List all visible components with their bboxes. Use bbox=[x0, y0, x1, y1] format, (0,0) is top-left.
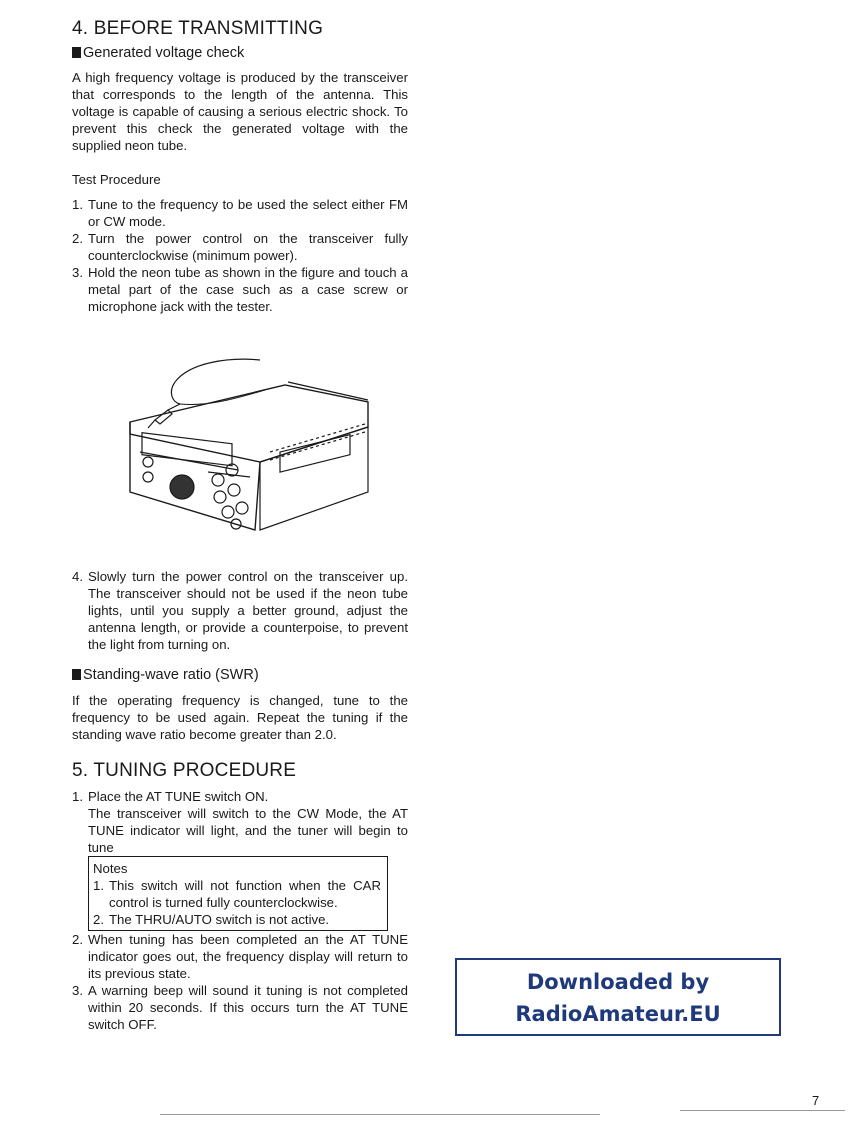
item-text: Turn the power control on the transceiver fully counterclockwise (minimum power). bbox=[88, 231, 408, 263]
test-procedure-list-cont bbox=[72, 568, 408, 653]
list-item bbox=[93, 877, 381, 911]
square-bullet-icon bbox=[72, 669, 81, 680]
item-text: This switch will not function when the CAR control is turned fully counterclockwise. bbox=[109, 878, 381, 910]
item-text: Hold the neon tube as shown in the figure and touch a metal part of the case such as a case screw or microphone jack with the tester. bbox=[88, 265, 408, 314]
item-text: Place the AT TUNE switch ON. bbox=[88, 789, 269, 804]
test-procedure-list bbox=[72, 196, 408, 315]
list-item bbox=[72, 196, 408, 230]
item-number: 2. bbox=[93, 912, 104, 927]
item-text-detail: The transceiver will switch to the CW Mode, the AT TUNE indicator will light, and the tuner will begin to tune bbox=[88, 806, 408, 855]
tuning-list-cont bbox=[72, 931, 408, 1033]
list-item bbox=[72, 230, 408, 264]
item-number: 2. bbox=[72, 231, 83, 246]
notes-box bbox=[88, 856, 388, 931]
item-number: 1. bbox=[72, 197, 83, 212]
list-item bbox=[72, 931, 408, 982]
transceiver-neon-tube-figure bbox=[120, 352, 380, 542]
item-number: 3. bbox=[72, 265, 83, 280]
item-number: 3. bbox=[72, 983, 83, 998]
item-text: Tune to the frequency to be used the select either FM or CW mode. bbox=[88, 197, 408, 229]
section-5-heading: 5. TUNING PROCEDURE bbox=[72, 760, 297, 781]
item-text: Slowly turn the power control on the transceiver up. The transceiver should not be used if the neon tube lights, until you supply a better ground, adjust the antenna length, or provide a counterpoise, to prevent the light from turning on. bbox=[88, 569, 408, 652]
tuning-list bbox=[72, 788, 408, 856]
notes-list bbox=[93, 877, 381, 928]
page-number: 7 bbox=[812, 1093, 820, 1108]
section-4-heading: 4. BEFORE TRANSMITTING bbox=[72, 18, 324, 39]
footer-rule-right bbox=[680, 1110, 845, 1111]
list-item bbox=[93, 911, 381, 928]
subheading-swr bbox=[72, 667, 408, 684]
item-number: 4. bbox=[72, 569, 83, 584]
subheading-voltage-check-label: Generated voltage check bbox=[83, 45, 245, 61]
item-text: A warning beep will sound it tuning is not completed within 20 seconds. If this occurs turn the AT TUNE switch OFF. bbox=[88, 983, 408, 1032]
subheading-voltage-check bbox=[72, 45, 408, 62]
section-before-transmitting bbox=[72, 20, 408, 315]
notes-title: Notes bbox=[93, 861, 128, 876]
item-text: When tuning has been completed an the AT TUNE indicator goes out, the frequency display will return to its previous state. bbox=[88, 932, 408, 981]
list-item bbox=[72, 568, 408, 653]
item-number: 1. bbox=[72, 789, 83, 804]
intro-paragraph: A high frequency voltage is produced by the transceiver that corresponds to the length of the antenna. This voltage is capable of causing a serious electric shock. To prevent this check the generated voltage with the supplied neon tube. bbox=[72, 70, 408, 153]
item-number: 1. bbox=[93, 878, 104, 893]
list-item bbox=[72, 788, 408, 856]
download-line-2: RadioAmateur.EU bbox=[515, 1002, 721, 1026]
download-banner bbox=[455, 958, 781, 1036]
footer-rule bbox=[160, 1114, 600, 1115]
subheading-swr-label: Standing-wave ratio (SWR) bbox=[83, 667, 259, 683]
item-number: 2. bbox=[72, 932, 83, 947]
section-before-transmitting-cont bbox=[72, 568, 408, 743]
swr-paragraph: If the operating frequency is changed, tune to the frequency to be used again. Repeat the tuning if the standing wave ratio become greater than 2.0. bbox=[72, 693, 408, 742]
section-tuning-procedure bbox=[72, 762, 408, 1033]
list-item bbox=[72, 264, 408, 315]
list-item bbox=[72, 982, 408, 1033]
test-procedure-label: Test Procedure bbox=[72, 172, 161, 187]
square-bullet-icon bbox=[72, 47, 81, 58]
download-line-1: Downloaded by bbox=[526, 970, 710, 994]
item-text: The THRU/AUTO switch is not active. bbox=[109, 912, 330, 927]
